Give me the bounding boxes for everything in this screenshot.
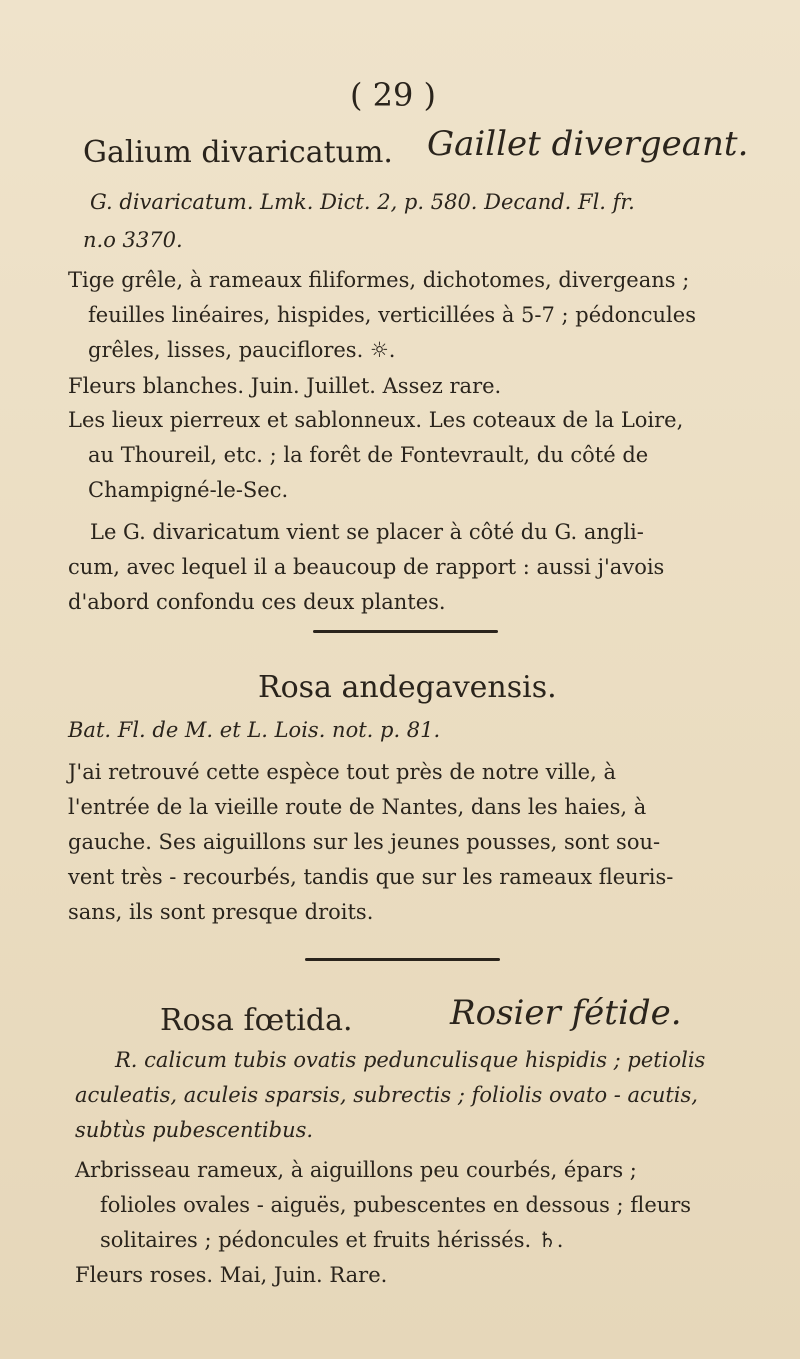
rosa-foetida-desc-line: Arbrisseau rameux, à aiguillons peu courbés, épars ; <box>75 1158 637 1182</box>
rosa-andegavensis-desc-line: vent très - recourbés, tandis que sur les rameaux fleuris- <box>68 865 674 889</box>
galium-desc-line: grêles, lisses, pauciflores. ☼. <box>88 338 396 362</box>
galium-latin-heading: Galium divaricatum. <box>83 135 393 170</box>
rosa-andegavensis-desc-line: sans, ils sont presque droits. <box>68 900 374 924</box>
rosa-foetida-diagnosis: R. calicum tubis ovatis pedunculisque hispidis ; petiolis <box>115 1048 706 1072</box>
galium-reference: n.o 3370. <box>83 228 183 252</box>
rosa-andegavensis-desc-line: l'entrée de la vieille route de Nantes, dans les haies, à <box>68 795 647 819</box>
galium-desc-line: d'abord confondu ces deux plantes. <box>68 590 446 614</box>
rosa-andegavensis-heading: Rosa andegavensis. <box>258 670 557 705</box>
galium-desc-line: Champigné-le-Sec. <box>88 478 289 502</box>
galium-desc-line: Les lieux pierreux et sablonneux. Les coteaux de la Loire, <box>68 408 684 432</box>
section-divider <box>305 958 500 961</box>
rosa-andegavensis-reference: Bat. Fl. de M. et L. Lois. not. p. 81. <box>68 718 441 742</box>
rosa-foetida-diagnosis: subtùs pubescentibus. <box>75 1118 314 1142</box>
rosa-andegavensis-desc-line: gauche. Ses aiguillons sur les jeunes pousses, sont sou- <box>68 830 661 854</box>
galium-desc-line: Le G. divaricatum vient se placer à côté du G. angli- <box>90 520 644 544</box>
rosa-foetida-latin-heading: Rosa fœtida. <box>160 1003 353 1038</box>
galium-desc-line: cum, avec lequel il a beaucoup de rapport : aussi j'avois <box>68 555 665 579</box>
rosa-foetida-desc-line: Fleurs roses. Mai, Juin. Rare. <box>75 1263 388 1287</box>
galium-desc-line: au Thoureil, etc. ; la forêt de Fontevrault, du côté de <box>88 443 649 467</box>
galium-desc-line: feuilles linéaires, hispides, verticillées à 5-7 ; pédoncules <box>88 303 696 327</box>
galium-desc-line: Fleurs blanches. Juin. Juillet. Assez rare. <box>68 374 502 398</box>
page-number: ( 29 ) <box>350 76 437 114</box>
galium-desc-line: Tige grêle, à rameaux filiformes, dichotomes, divergeans ; <box>68 268 690 292</box>
rosa-foetida-french-heading: Rosier fétide. <box>450 993 682 1033</box>
rosa-foetida-desc-line: folioles ovales - aiguës, pubescentes en dessous ; fleurs <box>100 1193 692 1217</box>
galium-french-heading: Gaillet divergeant. <box>427 124 749 164</box>
rosa-foetida-diagnosis: aculeatis, aculeis sparsis, subrectis ; foliolis ovato - acutis, <box>75 1083 698 1107</box>
rosa-foetida-desc-line: solitaires ; pédoncules et fruits hérissés. ♄. <box>100 1228 564 1252</box>
galium-reference: G. divaricatum. Lmk. Dict. 2, p. 580. Decand. Fl. fr. <box>90 190 635 214</box>
rosa-andegavensis-desc-line: J'ai retrouvé cette espèce tout près de notre ville, à <box>68 760 616 784</box>
section-divider <box>313 630 498 633</box>
